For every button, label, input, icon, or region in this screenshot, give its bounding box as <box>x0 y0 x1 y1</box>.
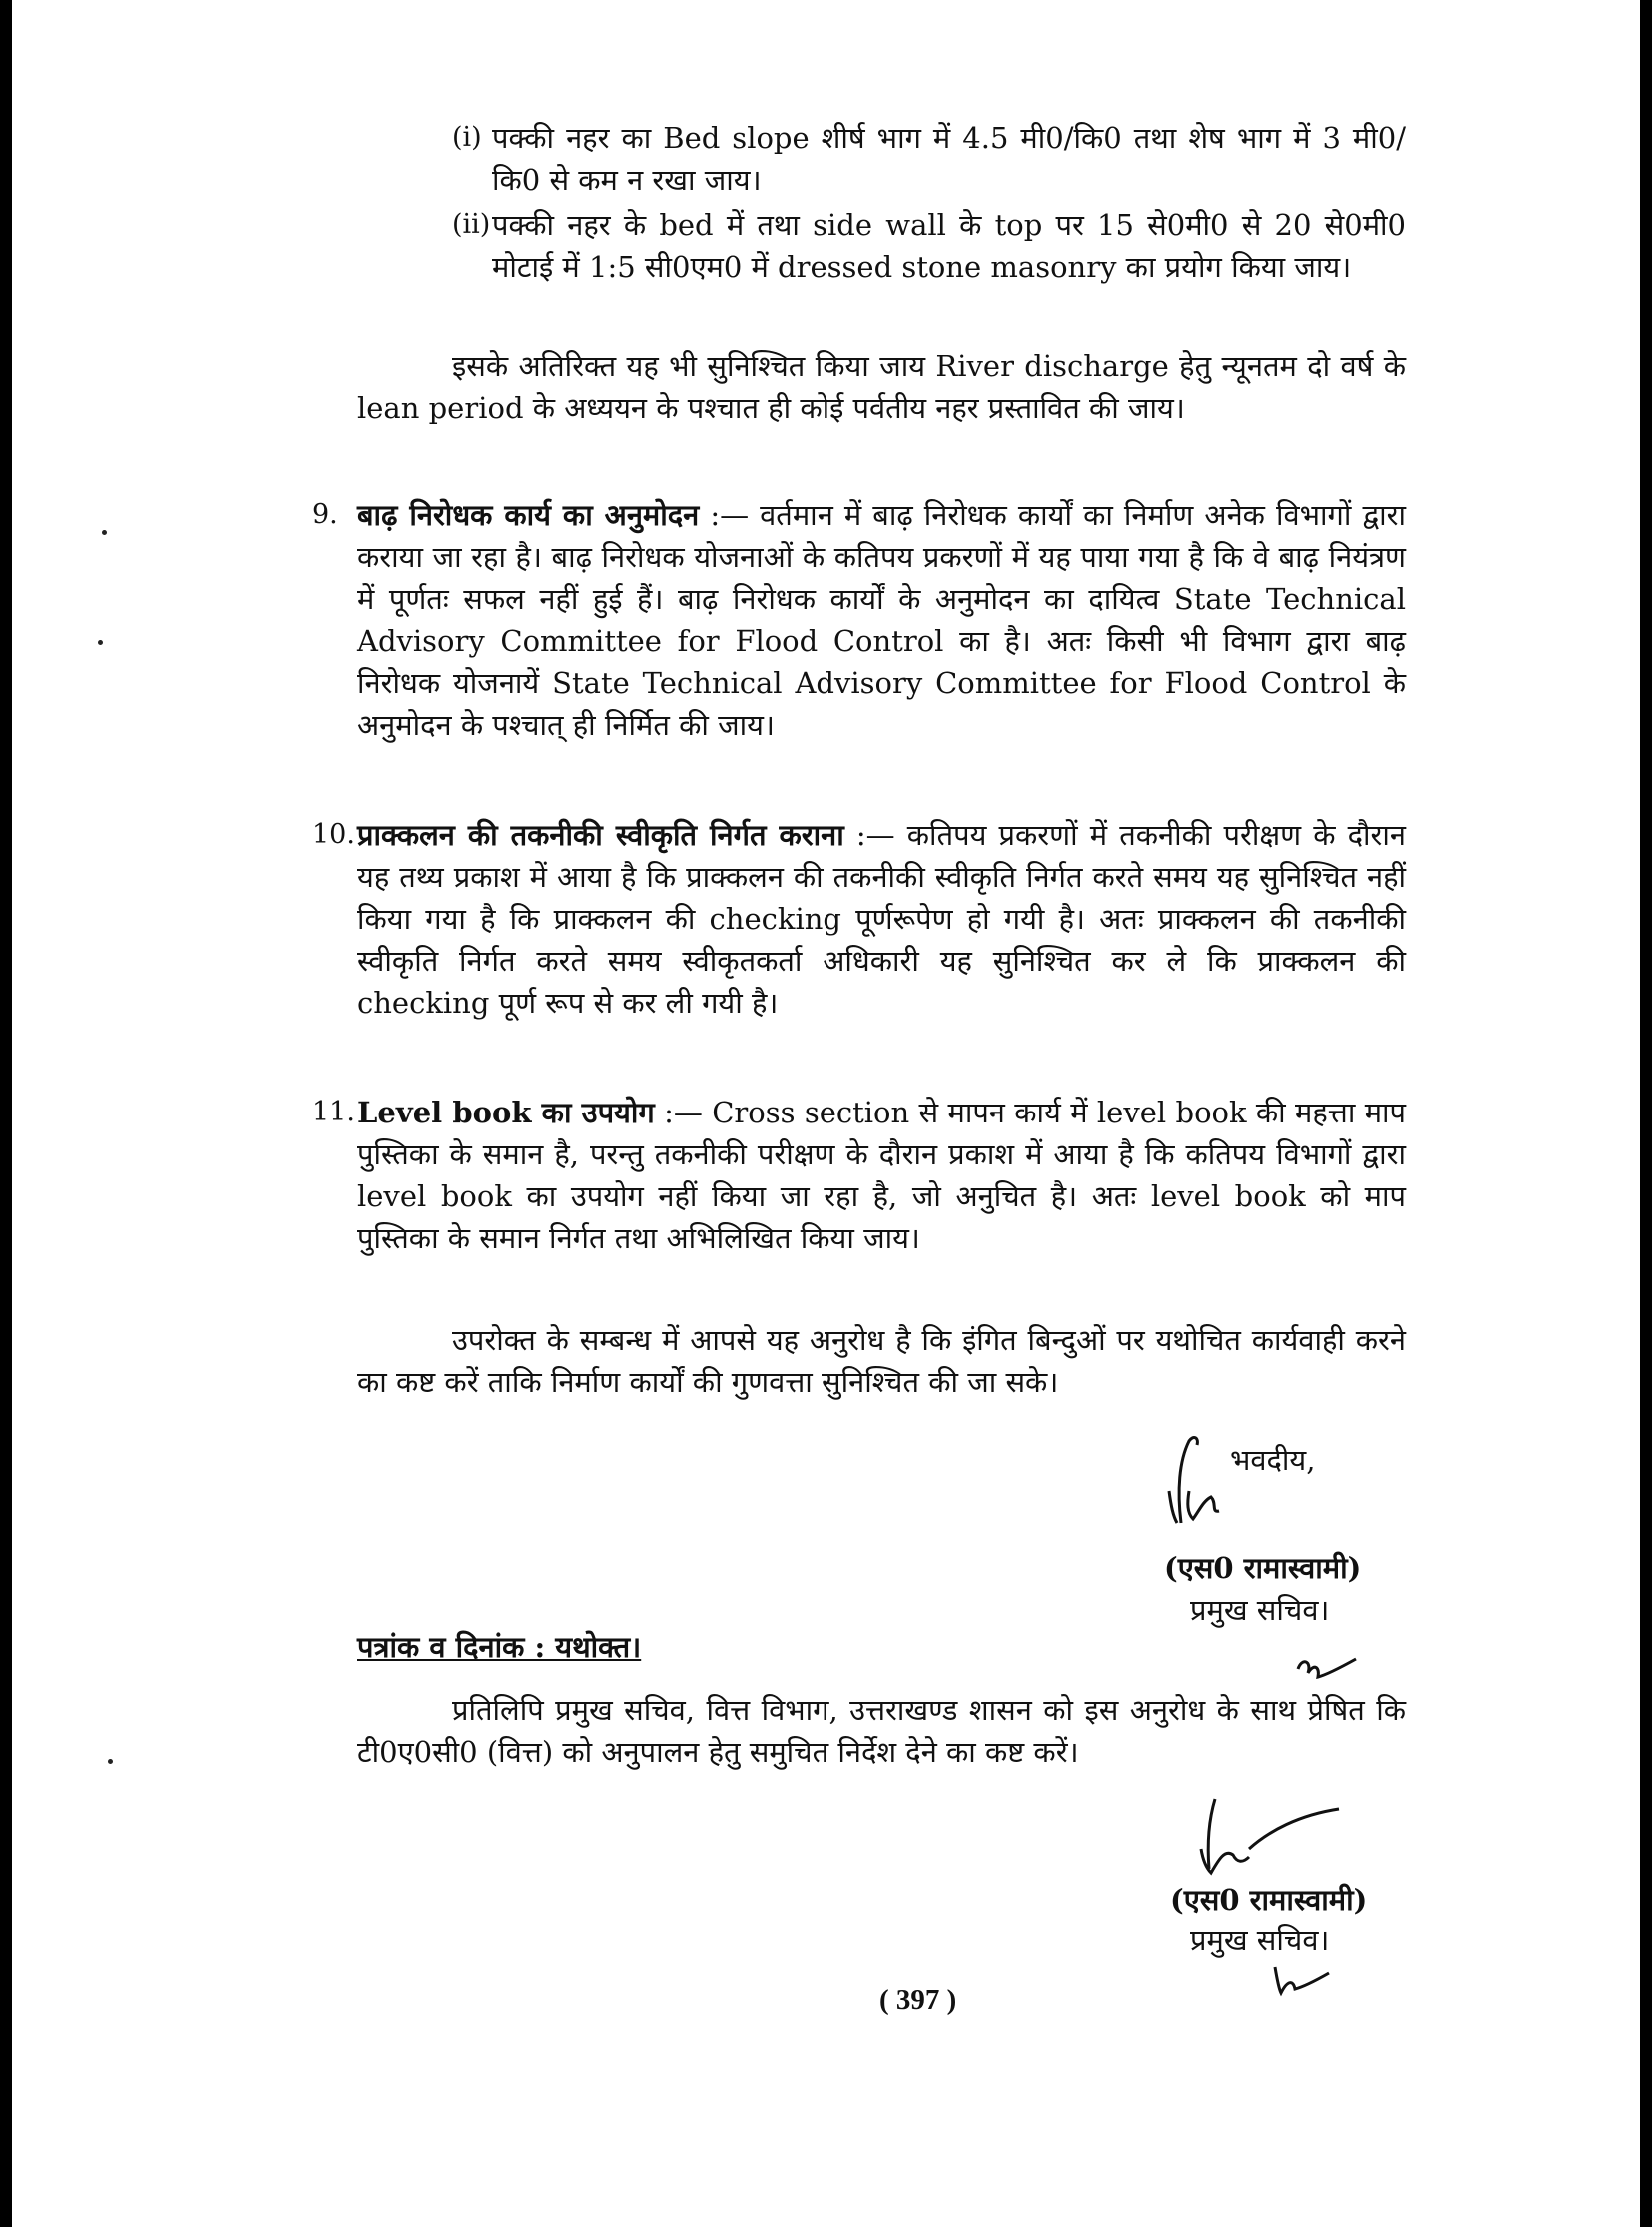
initial-mark-1 <box>1294 1649 1364 1689</box>
item-9-heading: बाढ़ निरोधक कार्य का अनुमोदन <box>357 498 700 532</box>
page-number: ( 397 ) <box>879 1984 957 2016</box>
additional-paragraph: इसके अतिरिक्त यह भी सुनिश्चित किया जाय River discharge हेतु न्यूनतम दो वर्ष के lean period के अध्ययन के पश्चात ही कोई पर्वतीय नहर प्रस्तावित की जाय। <box>357 349 1406 425</box>
item-9-text: :— वर्तमान में बाढ़ निरोधक कार्यों का निर्माण अनेक विभागों द्वारा कराया जा रहा है। बाढ़ निरोधक योजनाओं के कतिपय प्रकरणों में यह पाया गया है कि वे बाढ़ नियंत्रण में पूर्णतः सफल नहीं हुई हैं। बाढ़ निरोधक कार्यों के अनुमोदन का दायित्व State Technical Advisory Committee for Flood Control का है। अतः किसी भी विभाग द्वारा बाढ़ निरोधक योजनायें State Technical Advisory Committee for Flood Control के अनुमोदन के पश्चात् ही निर्मित की जाय। <box>357 498 1407 742</box>
item-11-heading: Level book का उपयोग <box>357 1096 655 1129</box>
item-9-body <box>357 494 1406 746</box>
signature-1-designation: प्रमुख सचिव। <box>1190 1593 1330 1627</box>
item-9-number: 9. <box>312 499 338 530</box>
scan-speck <box>98 640 103 645</box>
signature-1 <box>1159 1431 1269 1531</box>
item-10-body <box>357 814 1406 1024</box>
item-10-heading: प्राक्कलन की तकनीकी स्वीकृति निर्गत कराना <box>357 818 844 852</box>
subitem-ii-text: पक्की नहर के bed में तथा side wall के top पर 15 से0मी0 से 20 से0मी0 मोटाई में 1:5 सी0एम0 में dressed stone masonry का प्रयोग किया जाय। <box>492 208 1406 284</box>
signature-2-designation: प्रमुख सचिव। <box>1190 1923 1330 1957</box>
signature-2-name: (एस0 रामास्वामी) <box>1170 1883 1368 1917</box>
scan-speck <box>108 1759 113 1764</box>
signature-2 <box>1189 1789 1349 1879</box>
closing-paragraph: उपरोक्त के सम्बन्ध में आपसे यह अनुरोध है कि इंगित बिन्दुओं पर यथोचित कार्यवाही करने का कष्ट करें ताकि निर्माण कार्यों की गुणवत्ता सुनिश्चित की जा सके। <box>357 1323 1406 1399</box>
item-11-number: 11. <box>312 1097 355 1127</box>
item-11-body <box>357 1092 1406 1259</box>
subitem-i-text: पक्की नहर का Bed slope शीर्ष भाग में 4.5 मी0/कि0 तथा शेष भाग में 3 मी0/कि0 से कम न रखा जाय। <box>492 121 1406 197</box>
subitem-ii-label: (ii) <box>452 209 491 240</box>
item-10-number: 10. <box>312 819 355 850</box>
salutation: भवदीय, <box>1230 1443 1316 1477</box>
signature-1-name: (एस0 रामास्वामी) <box>1164 1551 1362 1585</box>
reference-line: पत्रांक व दिनांक : यथोक्त। <box>357 1630 642 1664</box>
initial-mark-2 <box>1269 1959 1339 1999</box>
scan-speck <box>102 530 107 535</box>
item-11-text: :— Cross section से मापन कार्य में level book की महत्ता माप पुस्तिका के समान है, परन्तु तकनीकी परीक्षण के दौरान प्रकाश में आया है कि कतिपय विभागों द्वारा level book का उपयोग नहीं किया जा रहा है, जो अनुचित है। अतः level book को माप पुस्तिका के समान निर्गत तथा अभिलिखित किया जाय। <box>357 1096 1407 1255</box>
copy-paragraph: प्रतिलिपि प्रमुख सचिव, वित्त विभाग, उत्तराखण्ड शासन को इस अनुरोध के साथ प्रेषित कि टी0ए0सी0 (वित्त) को अनुपालन हेतु समुचित निर्देश देने का कष्ट करें। <box>357 1693 1406 1769</box>
subitem-i-label: (i) <box>452 122 482 153</box>
item-10-text: :— कतिपय प्रकरणों में तकनीकी परीक्षण के दौरान यह तथ्य प्रकाश में आया है कि प्राक्कलन की तकनीकी स्वीकृति निर्गत करते समय यह सुनिश्चित नहीं किया गया है कि प्राक्कलन की checking पूर्णरूपेण हो गयी है। अतः प्राक्कलन की तकनीकी स्वीकृति निर्गत करते समय स्वीकृतकर्ता अधिकारी यह सुनिश्चित कर ले कि प्राक्कलन की checking पूर्ण रूप से कर ली गयी है। <box>357 818 1407 1020</box>
